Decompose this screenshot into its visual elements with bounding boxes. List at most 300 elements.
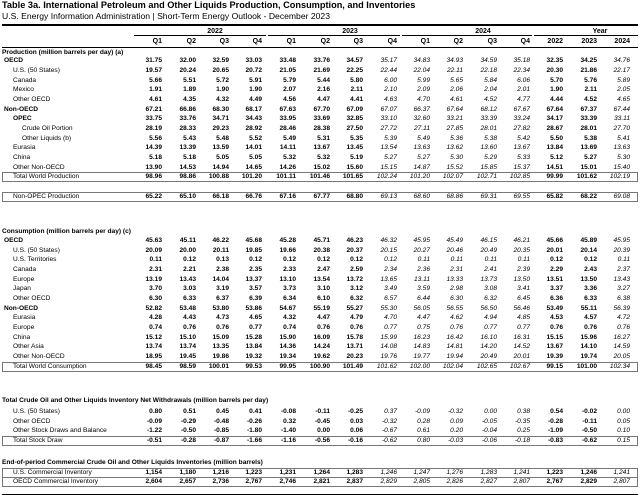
table-cell: 0.74 <box>149 324 162 331</box>
table-cell: 6.00 <box>384 77 397 84</box>
table-cell: 27.82 <box>513 125 530 132</box>
table-cell: 13.67 <box>313 144 330 151</box>
table-cell: 102.04 <box>442 363 463 370</box>
row-label: OECD Commercial Inventory <box>13 478 99 485</box>
table-cell: 20.23 <box>346 353 363 360</box>
table-cell: 68.12 <box>480 106 497 113</box>
table-cell: 101.62 <box>376 363 397 370</box>
table-cell: 102.24 <box>376 173 397 180</box>
table-cell: 2,657 <box>179 478 196 485</box>
table-cell: 1,241 <box>513 469 530 476</box>
table-cell: 15.15 <box>546 334 563 341</box>
quarter-header: Q2 <box>453 38 463 45</box>
table-cell: 5.89 <box>617 77 630 84</box>
table-cell: 46.21 <box>513 237 530 244</box>
table-cell: 2.37 <box>617 266 630 273</box>
table-cell: 0.11 <box>149 256 162 263</box>
row-label: China <box>13 334 31 341</box>
quarter-header: Q2 <box>320 38 330 45</box>
table-cell: 98.96 <box>145 173 162 180</box>
table-cell: 34.43 <box>245 115 262 122</box>
table-cell: 69.31 <box>480 193 497 200</box>
table-cell: 5.35 <box>350 135 363 142</box>
table-cell: 68.80 <box>346 193 363 200</box>
table-cell: 13.84 <box>245 343 262 350</box>
table-cell: 1,246 <box>380 469 397 476</box>
row-label: Japan <box>13 285 31 292</box>
table-cell: 4.65 <box>617 96 630 103</box>
table-cell: 5.27 <box>584 154 597 161</box>
row-label: Non-OECD <box>4 305 39 312</box>
table-cell: 2.59 <box>350 266 363 273</box>
table-cell: 2.16 <box>317 86 330 93</box>
table-cell: -0.83 <box>547 437 563 444</box>
row-label: Non-OPEC Production <box>13 193 80 200</box>
table-cell: 68.86 <box>446 193 463 200</box>
table-cell: 2,826 <box>446 478 463 485</box>
table-cell: 67.63 <box>279 106 296 113</box>
table-cell: 4.65 <box>249 314 262 321</box>
table-cell: 32.59 <box>212 57 229 64</box>
table-cell: 4.44 <box>550 96 563 103</box>
table-cell: 3.08 <box>484 285 497 292</box>
table-cell: 6.33 <box>584 295 597 302</box>
table-cell: 5.18 <box>183 154 196 161</box>
table-cell: 15.10 <box>179 334 196 341</box>
table-cell: 102.00 <box>409 363 430 370</box>
table-cell: 13.65 <box>380 276 397 283</box>
table-cell: 0.20 <box>450 427 463 434</box>
table-cell: 2,736 <box>212 478 229 485</box>
table-cell: 1,276 <box>446 469 463 476</box>
table-cell: 14.83 <box>413 343 430 350</box>
row-label: Eurasia <box>13 314 36 321</box>
table-cell: 102.71 <box>476 173 497 180</box>
table-cell: 102.85 <box>509 173 530 180</box>
table-cell: 99.99 <box>546 173 563 180</box>
table-cell: 102.07 <box>442 173 463 180</box>
table-cell: 101.65 <box>342 173 363 180</box>
table-cell: 20.24 <box>179 67 196 74</box>
table-cell: 4.53 <box>550 314 563 321</box>
table-cell: 33.39 <box>480 115 497 122</box>
table-cell: 19.66 <box>279 247 296 254</box>
table-cell: 34.83 <box>413 57 430 64</box>
table-cell: 20.30 <box>546 67 563 74</box>
row-label: U.S. (50 States) <box>13 408 60 415</box>
rule-2023 <box>268 35 400 36</box>
table-cell: -0.50 <box>180 427 196 434</box>
table-cell: 0.76 <box>584 324 597 331</box>
table-cell: 33.76 <box>313 57 330 64</box>
table-cell: 4.73 <box>216 314 229 321</box>
table-cell: 27.72 <box>380 125 397 132</box>
row-label: Other Non-OECD <box>13 353 65 360</box>
table-cell: 28.01 <box>480 125 497 132</box>
table-cell: 20.15 <box>380 247 397 254</box>
table-cell: 56.05 <box>413 305 430 312</box>
table-cell: 2.33 <box>283 266 296 273</box>
table-cell: 13.51 <box>546 276 563 283</box>
table-cell: 56.50 <box>480 305 497 312</box>
table-cell: 14.01 <box>245 144 262 151</box>
table-cell: -0.62 <box>581 437 597 444</box>
table-cell: 5.32 <box>317 154 330 161</box>
table-cell: -0.35 <box>514 418 530 425</box>
table-cell: 33.75 <box>145 115 162 122</box>
table-cell: 13.74 <box>179 343 196 350</box>
table-cell: 46.22 <box>212 237 229 244</box>
table-cell: 20.46 <box>446 247 463 254</box>
table-cell: 19.57 <box>145 67 162 74</box>
table-cell: 5.30 <box>617 154 630 161</box>
table-cell: -0.87 <box>213 437 229 444</box>
table-cell: 4.52 <box>484 96 497 103</box>
table-cell: 1.89 <box>183 86 196 93</box>
table-cell: 5.76 <box>584 77 597 84</box>
row-label: Non-OECD <box>4 106 39 113</box>
row-label: Canada <box>13 266 37 273</box>
table-cell: 34.25 <box>580 57 597 64</box>
table-cell: 0.13 <box>216 256 229 263</box>
table-cell: 0.51 <box>183 408 196 415</box>
table-cell: 33.95 <box>279 115 296 122</box>
row-label: Other Asia <box>13 343 44 350</box>
table-cell: 2.10 <box>384 86 397 93</box>
table-cell: 19.77 <box>413 353 430 360</box>
table-cell: -1.16 <box>280 437 296 444</box>
row-label: Other Liquids (b) <box>22 135 72 142</box>
table-cell: 13.63 <box>413 144 430 151</box>
table-cell: 1,283 <box>480 469 497 476</box>
table-cell: 4.32 <box>216 96 229 103</box>
table-cell: 2.09 <box>417 86 430 93</box>
table-cell: -0.51 <box>146 437 162 444</box>
table-cell: 0.09 <box>450 418 463 425</box>
header-top-rule <box>2 24 638 26</box>
table-cell: -0.32 <box>381 418 397 425</box>
table-cell: 2.11 <box>350 86 363 93</box>
table-cell: 0.76 <box>350 324 363 331</box>
table-cell: 1,216 <box>212 469 229 476</box>
table-cell: 22.34 <box>513 67 530 74</box>
table-cell: 0.61 <box>417 427 430 434</box>
table-cell: 67.09 <box>346 106 363 113</box>
table-cell: 5.65 <box>450 77 463 84</box>
table-cell: 66.37 <box>413 106 430 113</box>
quarter-header: Q4 <box>387 38 397 45</box>
table-cell: 33.48 <box>279 57 296 64</box>
table-cell: 2,837 <box>346 478 363 485</box>
year-header-2024: 2024 <box>475 28 491 35</box>
quarter-header: 2023 <box>581 38 597 45</box>
table-cell: 21.69 <box>313 67 330 74</box>
table-cell: 20.01 <box>546 247 563 254</box>
row-label: U.S. Commercial Inventory <box>13 469 92 476</box>
table-cell: 34.71 <box>212 115 229 122</box>
table-cell: 19.39 <box>546 353 563 360</box>
table-cell: 2,767 <box>546 478 563 485</box>
table-cell: 67.67 <box>513 106 530 113</box>
table-cell: 0.12 <box>317 256 330 263</box>
table-cell: -0.45 <box>314 418 330 425</box>
table-cell: 27.85 <box>446 125 463 132</box>
table-cell: 5.31 <box>317 135 330 142</box>
table-cell: -0.32 <box>447 408 463 415</box>
table-cell: 15.15 <box>380 164 397 171</box>
rule-2024 <box>402 35 532 36</box>
table-cell: 14.87 <box>413 164 430 171</box>
table-cell: 4.47 <box>417 314 430 321</box>
table-cell: -1.40 <box>280 427 296 434</box>
table-cell: 15.90 <box>279 334 296 341</box>
table-cell: -0.28 <box>547 418 563 425</box>
table-cell: 5.27 <box>417 154 430 161</box>
table-cell: -0.18 <box>514 437 530 444</box>
table-cell: 67.77 <box>313 193 330 200</box>
table-cell: 14.04 <box>212 276 229 283</box>
table-cell: 2,767 <box>245 478 262 485</box>
table-cell: -0.50 <box>581 427 597 434</box>
table-cell: 22.17 <box>613 67 630 74</box>
table-cell: 67.70 <box>313 106 330 113</box>
table-cell: 67.64 <box>546 106 563 113</box>
table-cell: 99.15 <box>546 363 563 370</box>
table-cell: 0.25 <box>517 427 530 434</box>
table-cell: 13.67 <box>546 343 563 350</box>
table-cell: 68.60 <box>413 193 430 200</box>
table-cell: 19.85 <box>245 247 262 254</box>
table-cell: 5.91 <box>249 77 262 84</box>
table-cell: 6.38 <box>617 295 630 302</box>
table-cell: 34.76 <box>613 57 630 64</box>
table-cell: 65.10 <box>179 193 196 200</box>
table-cell: 15.02 <box>313 164 330 171</box>
table-cell: 14.81 <box>446 343 463 350</box>
table-cell: 0.54 <box>550 408 563 415</box>
table-title: Table 3a. International Petroleum and Other Liquids Production, Consumption, and Inventories <box>2 0 416 10</box>
table-cell: -0.03 <box>447 437 463 444</box>
table-cell: 0.05 <box>617 418 630 425</box>
table-cell: 4.56 <box>283 96 296 103</box>
table-cell: 22.44 <box>380 67 397 74</box>
table-cell: 13.74 <box>145 343 162 350</box>
table-cell: 5.19 <box>350 154 363 161</box>
table-cell: 2,604 <box>145 478 162 485</box>
table-cell: 14.20 <box>480 343 497 350</box>
table-cell: -0.26 <box>246 418 262 425</box>
table-cell: 0.11 <box>484 256 497 263</box>
table-cell: 4.49 <box>249 96 262 103</box>
table-cell: 0.76 <box>450 324 463 331</box>
table-cell: 0.28 <box>417 418 430 425</box>
table-cell: 13.67 <box>513 144 530 151</box>
year-header-2023: 2023 <box>342 28 358 35</box>
table-cell: 33.69 <box>313 115 330 122</box>
table-cell: 67.16 <box>279 193 296 200</box>
table-cell: 34.93 <box>446 57 463 64</box>
table-cell: 3.70 <box>149 285 162 292</box>
table-cell: -0.85 <box>213 427 229 434</box>
table-cell: 101.11 <box>276 173 296 180</box>
table-cell: 101.49 <box>342 363 363 370</box>
table-cell: 1,246 <box>580 469 597 476</box>
table-cell: 2.34 <box>384 266 397 273</box>
table-cell: 4.43 <box>183 314 196 321</box>
table-cell: 1,223 <box>245 469 262 476</box>
table-cell: 32.35 <box>546 57 563 64</box>
table-cell: 20.49 <box>480 353 497 360</box>
table-cell: 4.61 <box>450 96 463 103</box>
table-cell: 1,223 <box>546 469 563 476</box>
table-cell: 14.52 <box>513 343 530 350</box>
table-cell: 2.98 <box>450 285 463 292</box>
table-cell: 54.67 <box>279 305 296 312</box>
table-cell: 46.23 <box>346 237 363 244</box>
table-cell: -0.62 <box>381 437 397 444</box>
table-cell: 0.12 <box>183 256 196 263</box>
table-cell: 1,180 <box>179 469 196 476</box>
table-cell: 1,231 <box>279 469 296 476</box>
table-cell: 5.32 <box>283 154 296 161</box>
quarter-header: 2024 <box>614 38 630 45</box>
table-cell: 45.11 <box>179 237 196 244</box>
table-cell: 13.62 <box>446 144 463 151</box>
table-cell: 20.01 <box>513 353 530 360</box>
table-cell: 15.28 <box>245 334 262 341</box>
table-cell: 56.39 <box>613 305 630 312</box>
table-cell: 3.19 <box>216 285 229 292</box>
table-cell: 0.12 <box>350 256 363 263</box>
table-cell: 13.19 <box>145 276 162 283</box>
table-cell: 6.06 <box>517 77 530 84</box>
table-cell: 0.11 <box>450 256 463 263</box>
table-cell: 33.21 <box>446 115 463 122</box>
table-cell: 101.20 <box>409 173 430 180</box>
table-cell: 0.77 <box>249 324 262 331</box>
table-cell: 13.35 <box>212 343 229 350</box>
table-cell: 4.52 <box>584 96 597 103</box>
table-cell: 0.12 <box>283 256 296 263</box>
table-cell: 52.82 <box>145 305 162 312</box>
table-cell: 22.04 <box>413 67 430 74</box>
table-cell: 5.70 <box>550 77 563 84</box>
table-cell: 1,247 <box>413 469 430 476</box>
row-label: Total World Production <box>13 173 80 180</box>
table-cell: 45.49 <box>446 237 463 244</box>
table-cell: 67.37 <box>580 106 597 113</box>
table-cell: 5.05 <box>216 154 229 161</box>
table-cell: 33.11 <box>613 115 630 122</box>
table-cell: 33.76 <box>179 115 196 122</box>
header-bottom-rule <box>2 47 638 48</box>
table-cell: 45.68 <box>245 237 262 244</box>
table-cell: 28.01 <box>580 125 597 132</box>
table-cell: 101.62 <box>576 173 597 180</box>
table-cell: -0.11 <box>315 408 330 415</box>
table-cell: 16.31 <box>513 334 530 341</box>
table-cell: 45.95 <box>413 237 430 244</box>
table-cell: 33.10 <box>380 115 397 122</box>
table-cell: 33.39 <box>580 115 597 122</box>
table-cell: 13.43 <box>179 276 196 283</box>
table-cell: 0.77 <box>517 324 530 331</box>
table-cell: 20.65 <box>212 67 229 74</box>
table-cell: 102.34 <box>609 363 630 370</box>
table-cell: -0.56 <box>314 437 330 444</box>
table-cell: 1,264 <box>313 469 330 476</box>
table-cell: 13.54 <box>313 276 330 283</box>
table-cell: 5.48 <box>216 135 229 142</box>
table-cell: 5.30 <box>450 154 463 161</box>
table-cell: 98.45 <box>145 363 162 370</box>
table-cell: 4.85 <box>517 314 530 321</box>
table-cell: 55.11 <box>580 305 597 312</box>
table-cell: 28.19 <box>145 125 162 132</box>
table-cell: 2.05 <box>617 86 630 93</box>
table-cell: 1,241 <box>613 469 630 476</box>
row-label: Other Non-OECD <box>13 164 65 171</box>
table-cell: -0.04 <box>481 427 497 434</box>
table-cell: 0.45 <box>216 408 229 415</box>
table-cell: 5.27 <box>384 154 397 161</box>
rule-2022 <box>134 35 266 36</box>
table-cell: 14.39 <box>145 144 162 151</box>
table-cell: 1.90 <box>249 86 262 93</box>
table-cell: 5.18 <box>149 154 162 161</box>
table-cell: 13.50 <box>580 276 597 283</box>
table-cell: -0.11 <box>582 418 597 425</box>
table-cell: 0.74 <box>283 324 296 331</box>
table-cell: 2.29 <box>550 266 563 273</box>
table-cell: 19.62 <box>313 353 330 360</box>
table-cell: 14.51 <box>546 164 563 171</box>
table-cell: 5.39 <box>384 135 397 142</box>
row-label: Total World Consumption <box>13 363 87 370</box>
table-cell: 0.76 <box>317 324 330 331</box>
table-cell: 6.37 <box>216 295 229 302</box>
table-cell: 15.60 <box>346 164 363 171</box>
section-inventories: End-of-period Commercial Crude Oil and Other Liquids Inventories (million barrels) <box>2 459 263 466</box>
table-cell: 4.72 <box>617 314 630 321</box>
table-cell: 45.28 <box>279 237 296 244</box>
table-cell: 22.25 <box>346 67 363 74</box>
table-cell: 5.38 <box>484 135 497 142</box>
table-cell: 2,807 <box>613 478 630 485</box>
table-cell: 6.39 <box>249 295 262 302</box>
table-cell: 65.82 <box>546 193 563 200</box>
table-cell: 0.11 <box>517 256 530 263</box>
table-cell: 53.49 <box>546 305 563 312</box>
table-cell: 53.48 <box>179 305 196 312</box>
table-cell: 3.36 <box>584 285 597 292</box>
table-cell: 4.28 <box>149 314 162 321</box>
year-header-2022: 2022 <box>207 28 223 35</box>
quarter-header: 2022 <box>547 38 563 45</box>
table-cell: 6.30 <box>149 295 162 302</box>
table-cell: 102.67 <box>509 363 530 370</box>
table-cell: 0.15 <box>617 437 630 444</box>
table-cell: 20.38 <box>313 247 330 254</box>
year-header-annual: Year <box>592 28 608 35</box>
row-label: Europe <box>13 276 35 283</box>
table-cell: 5.50 <box>550 135 563 142</box>
table-cell: 2.21 <box>183 266 196 273</box>
table-cell: 21.86 <box>580 67 597 74</box>
table-cell: 6.32 <box>484 295 497 302</box>
table-cell: 2.01 <box>517 86 530 93</box>
quarter-header: Q1 <box>152 38 162 45</box>
